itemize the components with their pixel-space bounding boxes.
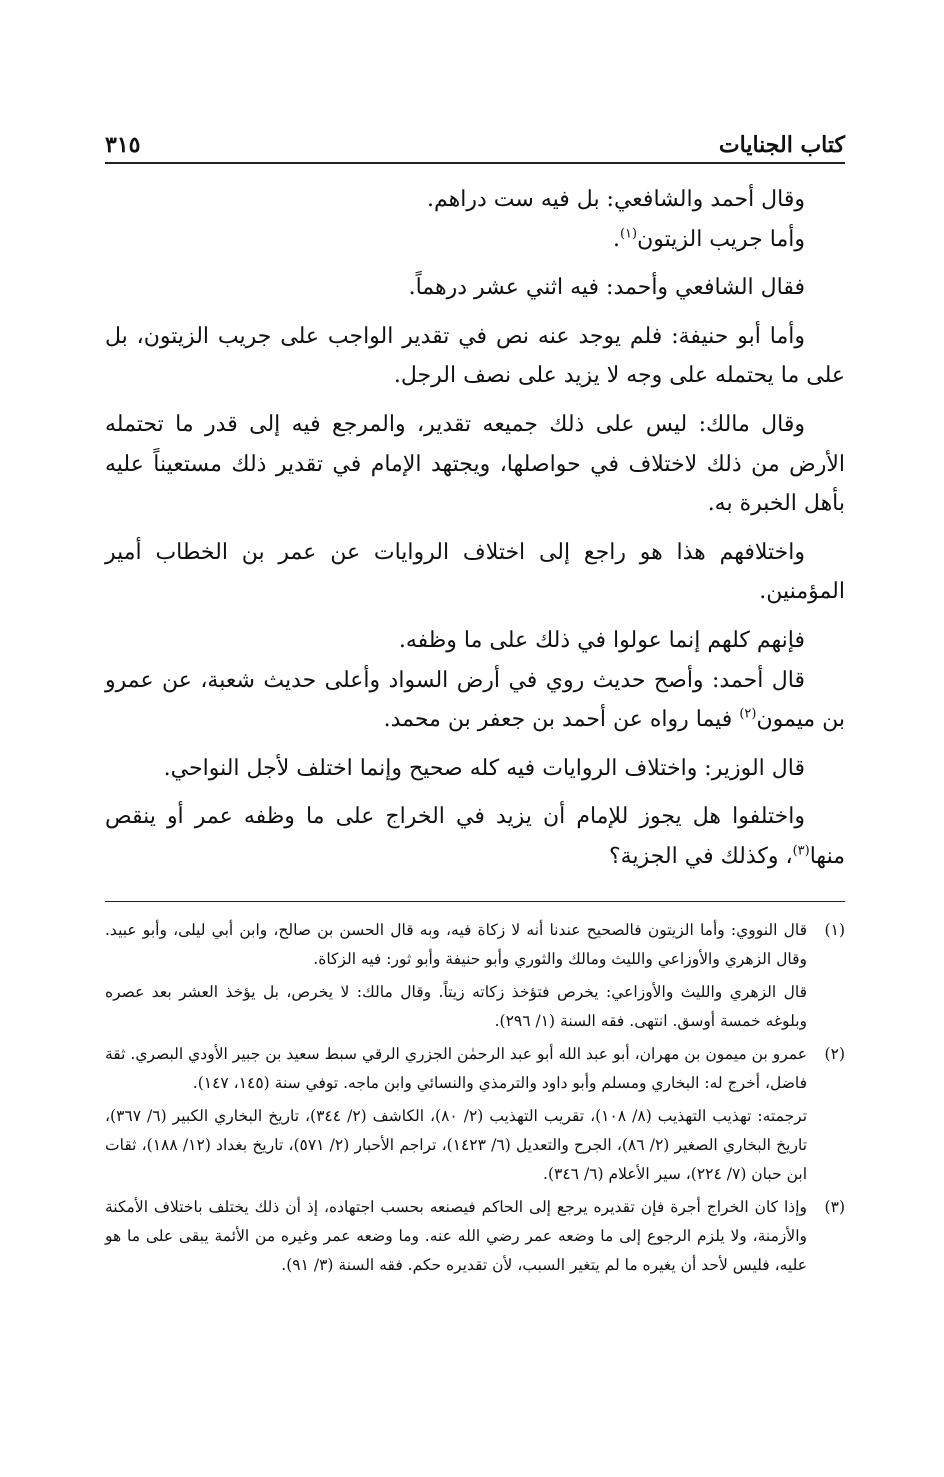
footnote-3-number: (٣) <box>824 1197 845 1216</box>
paragraph-2-text: وأما جريب الزيتون <box>637 226 805 252</box>
footnote-1 <box>105 916 845 974</box>
paragraph-2 <box>105 220 845 260</box>
paragraph-4: وأما أبو حنيفة: فلم يوجد عنه نص في تقدير الواجب على جريب الزيتون، بل على ما يحتمله على وجه لا يزيد على نصف الرجل. <box>105 323 845 389</box>
footnote-2-number: (٢) <box>824 1044 845 1063</box>
footnote-2-text: عمرو بن ميمون بن مهران، أبو عبد الله أبو عبد الرحمٰن الجزري الرقي سبط سعيد بن جبير الأودي البصري. ثقة فاضل، أخرج له: البخاري ومسلم وأبو داود والترمذي والنسائي وابن ماجه. توفي سنة (١٤٥، ١٤٧). <box>105 1044 807 1092</box>
footnote-1-text: قال النووي: وأما الزيتون فالصحيح عندنا أنه لا زكاة فيه، وبه قال الحسن بن صالح، وابن أبي ليلى، وأبو عبيد. وقال الزهري والأوزاعي والليث ومالك والثوري وأبو حنيفة وأبو ثور: فيه الزكاة. <box>105 920 807 968</box>
main-text <box>105 180 845 877</box>
footnote-2-continuation: ترجمته: تهذيب التهذيب (٨/ ١٠٨)، تقريب التهذيب (٢/ ٨٠)، الكاشف (٢/ ٣٤٤)، تاريخ البخاري الكبير (٦/ ٣٦٧)، تاريخ البخاري الصغير (٢/ ٨٦)، الجرح والتعديل (٦/ ١٤٢٣)، تراجم الأحبار (٢/ ٥٧١)، تاريخ بغداد (١٢/ ١٨٨)، ثقات ابن حبان (٧/ ٢٢٤)، سير الأعلام (٦/ ٣٤٦). <box>105 1106 808 1183</box>
paragraph-8-tail: فيما رواه عن أحمد بن جعفر بن محمد. <box>383 707 740 733</box>
page <box>105 118 845 1280</box>
footnote-3 <box>105 1193 845 1280</box>
footnote-ref-2[interactable]: (٢) <box>739 706 757 722</box>
paragraph-2-tail: . <box>612 226 620 252</box>
paragraph-7: فإنهم كلهم إنما عولوا في ذلك على ما وظفه. <box>398 627 805 653</box>
chapter-title: كتاب الجنايات <box>718 132 845 158</box>
paragraph-10-text: واختلفوا هل يجوز للإمام أن يزيد في الخراج على ما وظفه عمر أو ينقص منها <box>105 804 845 869</box>
paragraph-9: قال الوزير: واختلاف الروايات فيه كله صحيح وإنما اختلف لأجل النواحي. <box>163 755 805 781</box>
footnote-3-text: وإذا كان الخراج أجرة فإن تقديره يرجع إلى الحاكم فيصنعه بحسب اجتهاده، إذ أن ذلك يختلف باختلاف الأمكنة والأزمنة، ولا يلزم الرجوع إلى ما وضعه عمر رضي الله عنه. وما وضعه عمر وغيره من الأئمة يبقى على ما هو عليه، فليس لأحد أن يغيره ما لم يتغير السبب، لأن تقديره حكم. فقه السنة (٣/ ٩١). <box>105 1197 807 1274</box>
paragraph-5: وقال مالك: ليس على ذلك جميعه تقدير، والمرجع فيه إلى قدر ما تحتمله الأرض من ذلك لاختلاف في حواصلها، ويجتهد الإمام في تقدير ذلك مستعيناً عليه بأهل الخبرة به. <box>105 411 845 517</box>
footnote-ref-1[interactable]: (١) <box>619 226 638 242</box>
paragraph-8-text: قال أحمد: وأصح حديث روي في أرض السواد وأعلى حديث شعبة، عن عمرو بن ميمون <box>105 667 845 733</box>
footnote-1-number: (١) <box>824 920 845 939</box>
paragraph-10-tail: ، وكذلك في الجزية؟ <box>609 843 793 869</box>
footnote-2 <box>105 1040 845 1098</box>
footnote-1-continuation: قال الزهري والليث والأوزاعي: يخرص فتؤخذ زكاته زيتاً. وقال مالك: لا يخرص، بل يؤخذ العشر بعد عصره وبلوغه خمسة أوسق. انتهى. فقه السنة (١/ ٢٩٦). <box>105 982 807 1030</box>
footnote-divider <box>105 901 845 902</box>
footnotes <box>105 916 845 1280</box>
page-number: ٣١٥ <box>105 132 141 158</box>
paragraph-1: وقال أحمد والشافعي: بل فيه ست دراهم. <box>427 187 805 212</box>
paragraph-8 <box>105 661 845 740</box>
paragraph-6: واختلافهم هذا هو راجع إلى اختلاف الروايات عن عمر بن الخطاب أمير المؤمنين. <box>105 539 845 605</box>
paragraph-10 <box>105 797 845 876</box>
footnote-ref-3[interactable]: (٣) <box>792 843 810 859</box>
page-header <box>105 118 845 164</box>
paragraph-3: فقال الشافعي وأحمد: فيه اثني عشر درهماً. <box>408 275 805 301</box>
